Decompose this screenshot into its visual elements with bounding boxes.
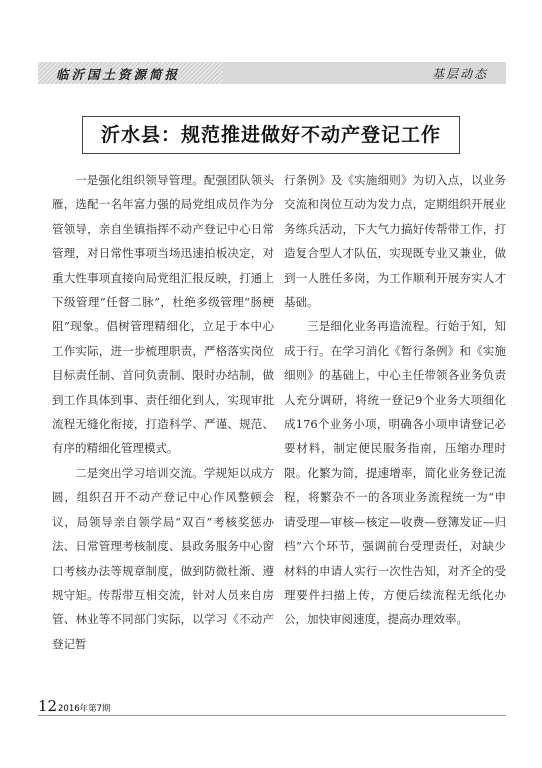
page-number: 12 <box>38 697 58 715</box>
article-title-box <box>82 116 460 154</box>
article-title: 沂水县：规范推进做好不动产登记工作 <box>100 124 441 146</box>
left-column <box>52 168 274 656</box>
paragraph-organization: 一是强化组织领导管理。配强团队领头雁，选配一名年富力强的局党组成员作为分管领导，亲自坐镇指挥不动产登记中心日常管理，对日常性事项当场迅速拍板决定，对重大性事项直接向局党组汇报反映，打通上下级管理“任督二脉”，杜绝多级管理“肠梗阻”现象。倡树管理精细化，立足于本中心工作实际，进一步梳理职责，严格落实岗位目标责任制、首问负责制、限时办结制，做到工作具体到事、责任细化到人，实现审批流程无缝化衔接，打造科学、严谨、规范、有序的精细化管理模式。 <box>52 173 274 456</box>
paragraph-training: 二是突出学习培训交流。学规矩以成方圆，组织召开不动产登记中心作风整顿会议，局领导亲自领学局“双百”考核奖惩办法、日常管理考核制度、县政务服务中心窗口考核办法等规章制度，做到防微杜渐、遵规守矩。传帮带互相交流，针对人员来自房管、林业等不同部门实际，以学习《不动产登记暂 <box>52 465 274 651</box>
right-column <box>284 168 506 632</box>
section-label: 基层动态 <box>431 67 488 81</box>
journal-header <box>38 62 506 84</box>
journal-name-band <box>38 62 223 84</box>
paragraph-training-continued: 行条例》及《实施细则》为切入点，以业务交流和岗位互动为发力点，定期组织开展业务练兵活动，下大气力搞好传帮带工作，打造复合型人才队伍，实现既专业又兼业，做到一人胜任多岗，为工作顺利开展夯实人才基础。 <box>284 173 506 310</box>
footer-divider <box>38 715 506 716</box>
paragraph-process: 三是细化业务再造流程。行始于知，知成于行。在学习消化《暂行条例》和《实施细则》的基础上，中心主任带领各业务负责人充分调研，将统一登记9个业务大项细化成176个业务小项，明确各小项申请登记必要材料，制定便民服务指南，压缩办理时限。化繁为简，提速增率，简化业务登记流程，将繁杂不一的各项业务流程统一为“申请受理—审核—核定—收费—登簿发证—归档”六个环节，强调前台受理责任，对缺少材料的申请人实行一次性告知，对齐全的受理要件扫描上传，方便后续流程无纸化办公，加快审阅速度，提高办理效率。 <box>284 319 506 627</box>
issue-label: 2016年第7期 <box>58 704 111 714</box>
section-band <box>223 62 506 84</box>
journal-name: 临沂国土资源简报 <box>56 67 181 82</box>
